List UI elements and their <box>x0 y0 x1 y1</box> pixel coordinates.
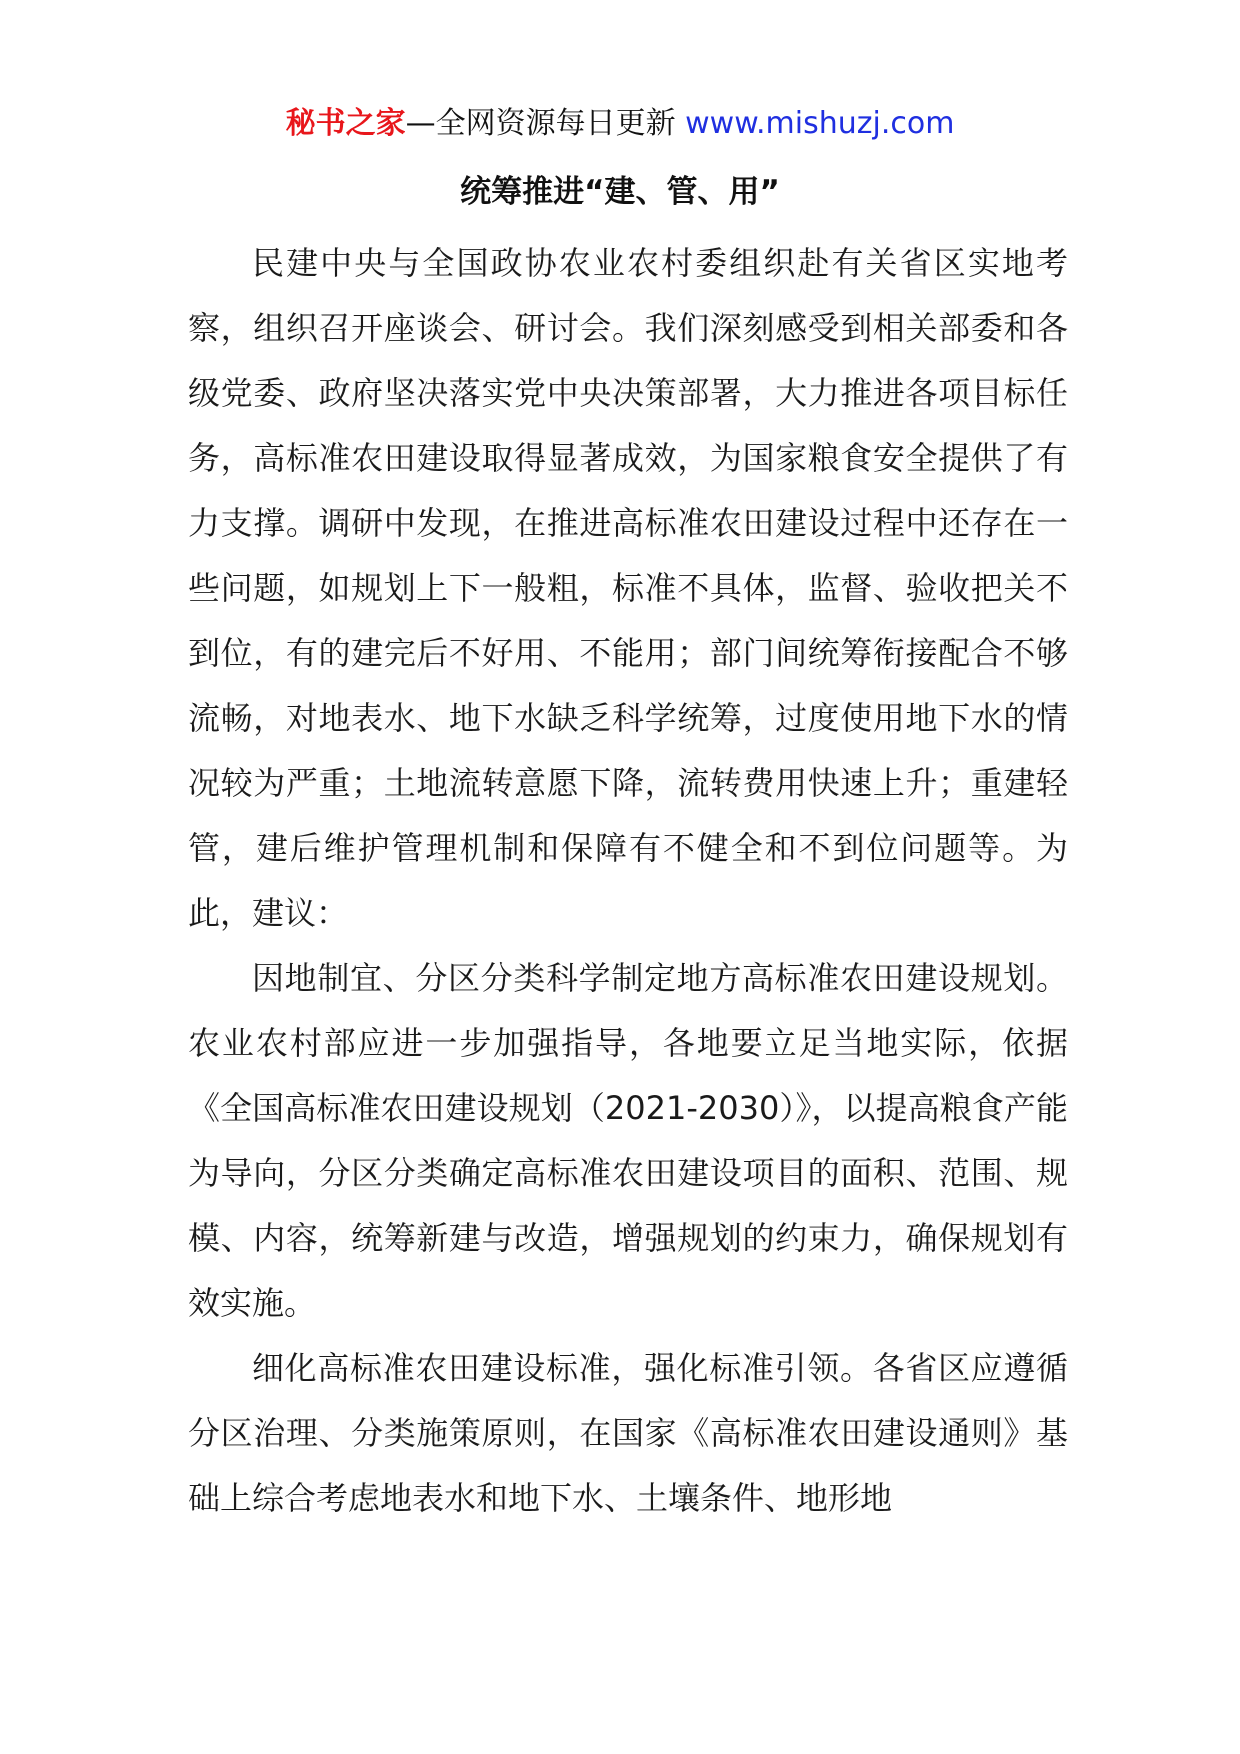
site-header <box>0 100 1240 148</box>
header-tagline: —全网资源每日更新 <box>405 106 676 141</box>
paragraph-planning: 因地制宜、分区分类科学制定地方高标准农田建设规划。农业农村部应进一步加强指导，各地要立足当地实际，依据《全国高标准农田建设规划（2021-2030）》，以提高粮食产能为导向，分区分类确定高标准农田建设项目的面积、范围、规模、内容，统筹新建与改造，增强规划的约束力，确保规划有效实施。 <box>188 959 1068 1322</box>
document-body <box>188 231 1068 1531</box>
brand-name: 秘书之家 <box>285 106 406 141</box>
document-title: 统筹推进“建、管、用” <box>460 174 780 210</box>
paragraph-intro: 民建中央与全国政协农业农村委组织赴有关省区实地考察，组织召开座谈会、研讨会。我们深刻感受到相关部委和各级党委、政府坚决落实党中央决策部署，大力推进各项目标任务，高标准农田建设取得显著成效，为国家粮食安全提供了有力支撑。调研中发现，在推进高标准农田建设过程中还存在一些问题，如规划上下一般粗，标准不具体，监督、验收把关不到位，有的建完后不好用、不能用；部门间统筹衔接配合不够流畅，对地表水、地下水缺乏科学统筹，过度使用地下水的情况较为严重；土地流转意愿下降，流转费用快速上升；重建轻管，建后维护管理机制和保障有不健全和不到位问题等。为此，建议： <box>188 244 1068 932</box>
site-url-link[interactable]: www.mishuzj.com <box>685 106 955 141</box>
paragraph-standards: 细化高标准农田建设标准，强化标准引领。各省区应遵循分区治理、分类施策原则，在国家《高标准农田建设通则》基础上综合考虑地表水和地下水、土壤条件、地形地 <box>188 1349 1068 1517</box>
